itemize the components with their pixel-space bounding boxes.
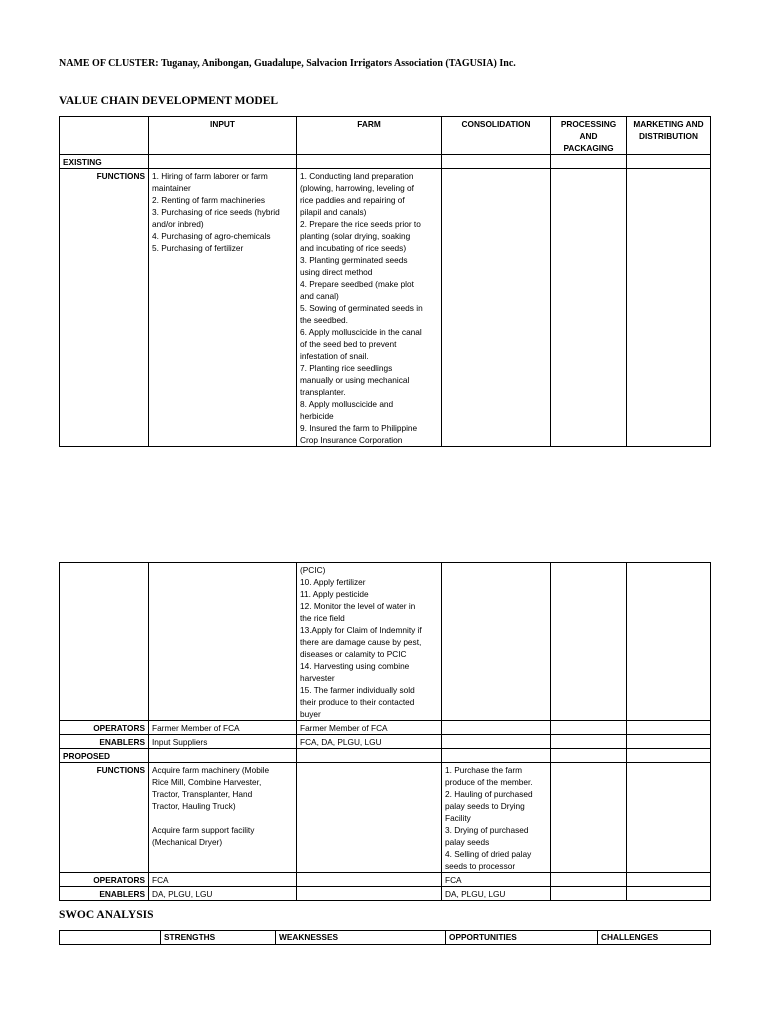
proposed-consolidation-operators: FCA [442, 873, 551, 887]
proposed-enablers-label: ENABLERS [60, 887, 149, 901]
proposed-section-row [60, 749, 711, 763]
swoc-table [59, 930, 711, 945]
cluster-name: NAME OF CLUSTER: Tuganay, Anibongan, Guadalupe, Salvacion Irrigators Association (TAGUSIA) Inc. [59, 58, 516, 69]
col-input-header: INPUT [149, 117, 297, 155]
col-farm-header: FARM [297, 117, 442, 155]
existing-farm-functions: 1. Conducting land preparation (plowing, harrowing, leveling of rice paddies and repairing of pilapil and canals) 2. Prepare the rice seeds prior to planting (solar drying, soaking and incubating of rice seeds) 3. Planting germinated seeds using direct method 4. Prepare seedbed (make plot and canal) 5. Sowing of germinated seeds in the seedbed. 6. Apply molluscicide in the canal of the seed bed to prevent infestation of snail. 7. Planting rice seedlings manually or using mechanical transplanter. 8. Apply molluscicide and herbicide 9. Insured the farm to Philippine Crop Insurance Corporation [297, 169, 442, 447]
proposed-input-enablers: DA, PLGU, LGU [149, 887, 297, 901]
col-marketing-header: MARKETING AND DISTRIBUTION [627, 117, 711, 155]
existing-functions-continued-row [60, 563, 711, 721]
swoc-opportunities-header: OPPORTUNITIES [446, 931, 598, 945]
operators-label: OPERATORS [60, 721, 149, 735]
header-row [60, 117, 711, 155]
header-blank-cell [60, 117, 149, 155]
swoc-weaknesses-header: WEAKNESSES [276, 931, 446, 945]
proposed-operators-row [60, 873, 711, 887]
existing-farm-enablers: FCA, DA, PLGU, LGU [297, 735, 442, 749]
value-chain-table-part1 [59, 116, 711, 447]
proposed-functions-label: FUNCTIONS [60, 763, 149, 873]
existing-operators-row [60, 721, 711, 735]
swoc-title: SWOC ANALYSIS [59, 909, 154, 921]
existing-farm-functions-continued: (PCIC) 10. Apply fertilizer 11. Apply pesticide 12. Monitor the level of water in the rice field 13.Apply for Claim of Indemnity if there are damage cause by pest, diseases or calamity to PCIC 14. Harvesting using combine harvester 15. The farmer individually sold their produce to their contacted buyer [297, 563, 442, 721]
proposed-enablers-row [60, 887, 711, 901]
enablers-label: ENABLERS [60, 735, 149, 749]
functions-label: FUNCTIONS [60, 169, 149, 447]
existing-functions-row [60, 169, 711, 447]
proposed-input-functions: Acquire farm machinery (Mobile Rice Mill, Combine Harvester, Tractor, Transplanter, Hand Tractor, Hauling Truck) Acquire farm support facility (Mechanical Dryer) [149, 763, 297, 873]
existing-input-enablers: Input Suppliers [149, 735, 297, 749]
swoc-challenges-header: CHALLENGES [598, 931, 711, 945]
vcdm-title: VALUE CHAIN DEVELOPMENT MODEL [59, 95, 279, 107]
proposed-consolidation-enablers: DA, PLGU, LGU [442, 887, 551, 901]
swoc-strengths-header: STRENGTHS [161, 931, 276, 945]
col-consolidation-header: CONSOLIDATION [442, 117, 551, 155]
proposed-functions-row [60, 763, 711, 873]
proposed-operators-label: OPERATORS [60, 873, 149, 887]
swoc-header-row [60, 931, 711, 945]
existing-section-row [60, 155, 711, 169]
col-processing-header: PROCESSING AND PACKAGING [551, 117, 627, 155]
existing-input-operators: Farmer Member of FCA [149, 721, 297, 735]
proposed-label: PROPOSED [60, 749, 149, 763]
proposed-consolidation-functions: 1. Purchase the farm produce of the member. 2. Hauling of purchased palay seeds to Drying Facility 3. Drying of purchased palay seeds 4. Selling of dried palay seeds to processor [442, 763, 551, 873]
existing-farm-operators: Farmer Member of FCA [297, 721, 442, 735]
swoc-blank-cell [60, 931, 161, 945]
existing-enablers-row [60, 735, 711, 749]
existing-input-functions: 1. Hiring of farm laborer or farm maintainer 2. Renting of farm machineries 3. Purchasing of rice seeds (hybrid and/or inbred) 4. Purchasing of agro-chemicals 5. Purchasing of fertilizer [149, 169, 297, 447]
value-chain-table-part2 [59, 562, 711, 901]
existing-label: EXISTING [60, 155, 149, 169]
proposed-input-operators: FCA [149, 873, 297, 887]
